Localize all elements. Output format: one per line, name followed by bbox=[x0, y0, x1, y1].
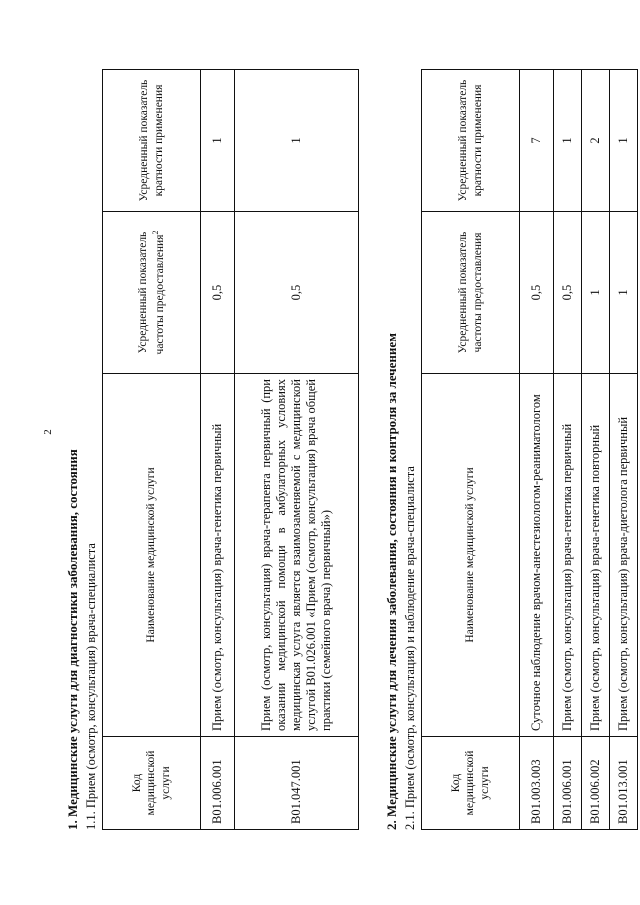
header-multiplicity: Усредненный показатель кратности применения bbox=[422, 70, 520, 212]
service-name: Прием (осмотр, консультация) врача-генетика первичный bbox=[201, 374, 235, 737]
table-row bbox=[554, 70, 582, 830]
rotated-page bbox=[60, 70, 630, 830]
service-multiplicity: 1 bbox=[554, 70, 582, 212]
table-row bbox=[235, 70, 359, 830]
page-number: 2 bbox=[42, 429, 54, 435]
service-multiplicity: 2 bbox=[582, 70, 610, 212]
service-name: Суточное наблюдение врачом-анестезиологом-реаниматологом bbox=[520, 374, 554, 737]
service-name: Прием (осмотр, консультация) врача-диетолога первичный bbox=[610, 374, 638, 737]
service-code: B01.013.001 bbox=[610, 737, 638, 830]
section-1-heading: 1. Медицинские услуги для диагностики заболевания, состояния bbox=[65, 449, 80, 830]
service-name: Прием (осмотр, консультация) врача-генетика первичный bbox=[554, 374, 582, 737]
header-name: Наименование медицинской услуги bbox=[103, 374, 201, 737]
service-multiplicity: 1 bbox=[235, 70, 359, 212]
service-name: Прием (осмотр, консультация) врача-терапевта первичный (при оказании медицинской помощи в амбулаторных условиях медицинская услуга является взаимозаменяемой с медицинской услугой B01.026.001 «Прием (осмотр, консультация) врача общей практики (семейного врача) первичный») bbox=[235, 374, 359, 737]
service-code: B01.006.001 bbox=[201, 737, 235, 830]
table-header-row bbox=[103, 70, 201, 830]
service-multiplicity: 1 bbox=[610, 70, 638, 212]
service-frequency: 1 bbox=[582, 212, 610, 374]
header-code: Код медицинской услуги bbox=[103, 737, 201, 830]
service-frequency: 0,5 bbox=[520, 212, 554, 374]
header-frequency: Усредненный показатель частоты предоставления bbox=[422, 212, 520, 374]
service-name: Прием (осмотр, консультация) врача-генетика повторный bbox=[582, 374, 610, 737]
section-2-heading: 2. Медицинские услуги для лечения заболевания, состояния и контроля за лечением bbox=[384, 332, 399, 830]
table-row bbox=[520, 70, 554, 830]
footnote-mark: 2 bbox=[150, 230, 160, 235]
header-name: Наименование медицинской услуги bbox=[422, 374, 520, 737]
service-frequency: 1 bbox=[610, 212, 638, 374]
table-row bbox=[610, 70, 638, 830]
table-header-row bbox=[422, 70, 520, 830]
service-frequency: 0,5 bbox=[235, 212, 359, 374]
service-multiplicity: 7 bbox=[520, 70, 554, 212]
section-1-subheading: 1.1. Прием (осмотр, консультация) врача-специалиста bbox=[84, 543, 98, 830]
section-2-subheading: 2.1. Прием (осмотр, консультация) и наблюдение врача-специалиста bbox=[403, 466, 417, 830]
service-frequency: 0,5 bbox=[554, 212, 582, 374]
table-row bbox=[582, 70, 610, 830]
service-code: B01.006.002 bbox=[582, 737, 610, 830]
header-code: Код медицинской услуги bbox=[422, 737, 520, 830]
header-multiplicity: Усредненный показатель кратности применения bbox=[103, 70, 201, 212]
service-frequency: 0,5 bbox=[201, 212, 235, 374]
service-code: B01.006.001 bbox=[554, 737, 582, 830]
header-frequency: Усредненный показатель частоты предоставления$^2$ bbox=[103, 212, 201, 374]
table-row bbox=[201, 70, 235, 830]
service-code: B01.047.001 bbox=[235, 737, 359, 830]
treatment-table bbox=[421, 69, 638, 830]
service-multiplicity: 1 bbox=[201, 70, 235, 212]
service-code: B01.003.003 bbox=[520, 737, 554, 830]
diagnostics-table bbox=[102, 69, 359, 830]
